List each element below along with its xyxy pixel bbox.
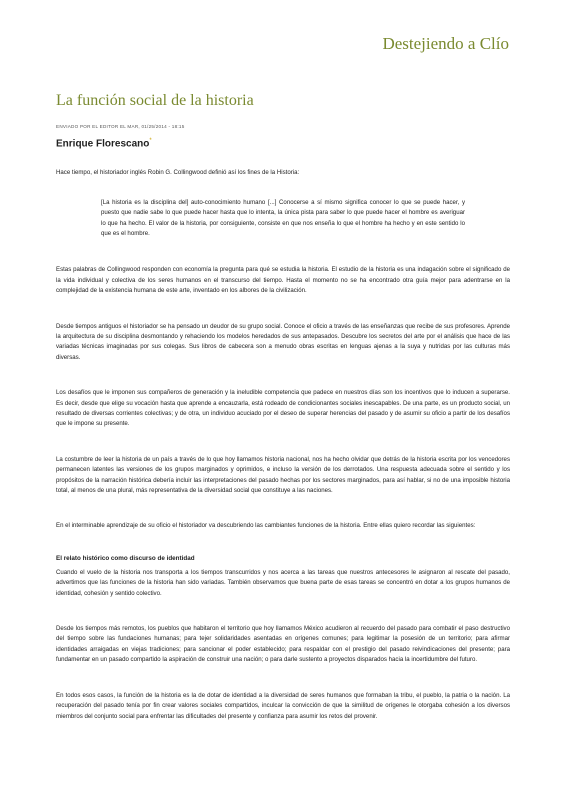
article-title[interactable]: La función social de la historia — [56, 92, 254, 109]
body-paragraph: Desde tiempos antiguos el historiador se ha pensado un deudor de su grupo social. Conoce el oficio a través de las enseñanzas que recibe de sus profesores. Aprende la arquitectura de su disciplina desmontando y rehaciendo los modelos heredados de sus antepasados. Descubre los secretos del arte por el análisis que hace de las variadas técnicas imaginadas por sus colegas. Sus libros de cabecera son a menudo obras escritas en lenguas ajenas a la suya y nutridas por las culturas más diversas. — [56, 322, 510, 361]
section-heading: El relato histórico como discurso de identidad — [56, 554, 195, 562]
site-title[interactable]: Destejiendo a Clío — [382, 34, 509, 53]
section-paragraph: Cuando el vuelo de la historia nos transporta a los tiempos transcurridos y nos acerca a las tareas que nuestros antecesores le asignaron al rescate del pasado, advertimos que las funciones de la historia han sido variadas. También observamos que buena parte de esas tareas se concentró en dotar a los grupos humanos de identidad, cohesión y sentido colectivo. — [56, 568, 510, 597]
section-paragraph: En todos esos casos, la función de la historia es la de dotar de identidad a la diversidad de seres humanos que formaban la tribu, el pueblo, la patria o la nación. La recuperación del pasado tenía por fin crear valores sociales compartidos, inculcar la convicción de que la similitud de orígenes le otorgaba cohesión a los diversos miembros del conjunto social para enfrentar las dificultades del presente y confianza para asumir los retos del provenir. — [56, 691, 510, 720]
intro-paragraph: Hace tiempo, el historiador inglés Robin G. Collingwood definió así los fines de la Historia: — [56, 169, 300, 177]
author-name: Enrique Florescano — [56, 138, 150, 150]
author-footnote-link[interactable]: * — [149, 138, 152, 144]
blockquote: [La historia es la disciplina del] auto-conocimiento humano [...] Conocerse a sí mismo significa conocer lo que se puede hacer, y puesto que nadie sabe lo que puede hacer hasta que lo intenta, la única pista para saber lo que puede hacer el hombre es averiguar lo que ha hecho. El valor de la historia, por consiguiente, consiste en que nos enseña lo que el hombre ha hecho y en este sentido lo que es el hombre. — [101, 198, 465, 237]
article-meta: ENVIADO POR EL EDITOR EL MAR, 01/25/2014 - 18:15 — [56, 124, 185, 129]
article — [56, 92, 510, 747]
section-paragraph: Desde los tiempos más remotos, los pueblos que habitaron el territorio que hoy llamamos México acudieron al recuerdo del pasado para combatir el paso destructivo del tiempo sobre las fundaciones humanas; para tejer solidaridades asentadas en orígenes comunes; para legitimar la posesión de un territorio; para afirmar identidades arraigadas en viejas tradiciones; para sancionar el poder establecido; para respaldar con el prestigio del pasado reivindicaciones del presente; para fundamentar en un pasado compartido la aspiración de construir una nación; o para darle sustento a proyectos disparados hacia la incertidumbre del futuro. — [56, 625, 510, 664]
article-author — [56, 138, 510, 149]
body-paragraph: La costumbre de leer la historia de un país a través de lo que hoy llamamos historia nacional, nos ha hecho olvidar que detrás de la historia escrita por los vencedores permanecen latentes las versiones de los grupos marginados y oprimidos, e incluso la versión de los derrotados. Una respuesta adecuada sobre el sentido y los propósitos de la narración histórica debería incluir las interpretaciones del pasado hechas por los sectores marginados, para así hablar, si no de una imposible historia total, al menos de una plural, más representativa de la diversidad social que constituye a las naciones. — [56, 455, 510, 495]
body-paragraph: En el interminable aprendizaje de su oficio el historiador va descubriendo las cambiantes funciones de la historia. Entre ellas quiero recordar las siguientes: — [56, 522, 476, 530]
body-paragraph: Los desafíos que le imponen sus compañeros de generación y la ineludible competencia que padece en nuestros días son los incentivos que lo inducen a superarse. Es decir, desde que elige su vocación hasta que aprende a encauzarla, está rodeado de condicionantes sociales inescapables. De una parte, es un producto social, un resultado de diversas corrientes colectivas; y de otra, un individuo acuciado por el deseo de superar herencias del pasado y de asumir su oficio a partir de los desafíos que le impone su presente. — [56, 389, 510, 428]
body-paragraph: Estas palabras de Collingwood responden con economía la pregunta para qué se estudia la historia. El estudio de la historia es una indagación sobre el significado de la vida individual y colectiva de los seres humanos en el transcurso del tiempo. Hasta el momento no se ha encontrado otra guía mejor para adentrarse en la complejidad de la existencia humana de este arte, inventado en los albores de la civilización. — [56, 266, 510, 295]
